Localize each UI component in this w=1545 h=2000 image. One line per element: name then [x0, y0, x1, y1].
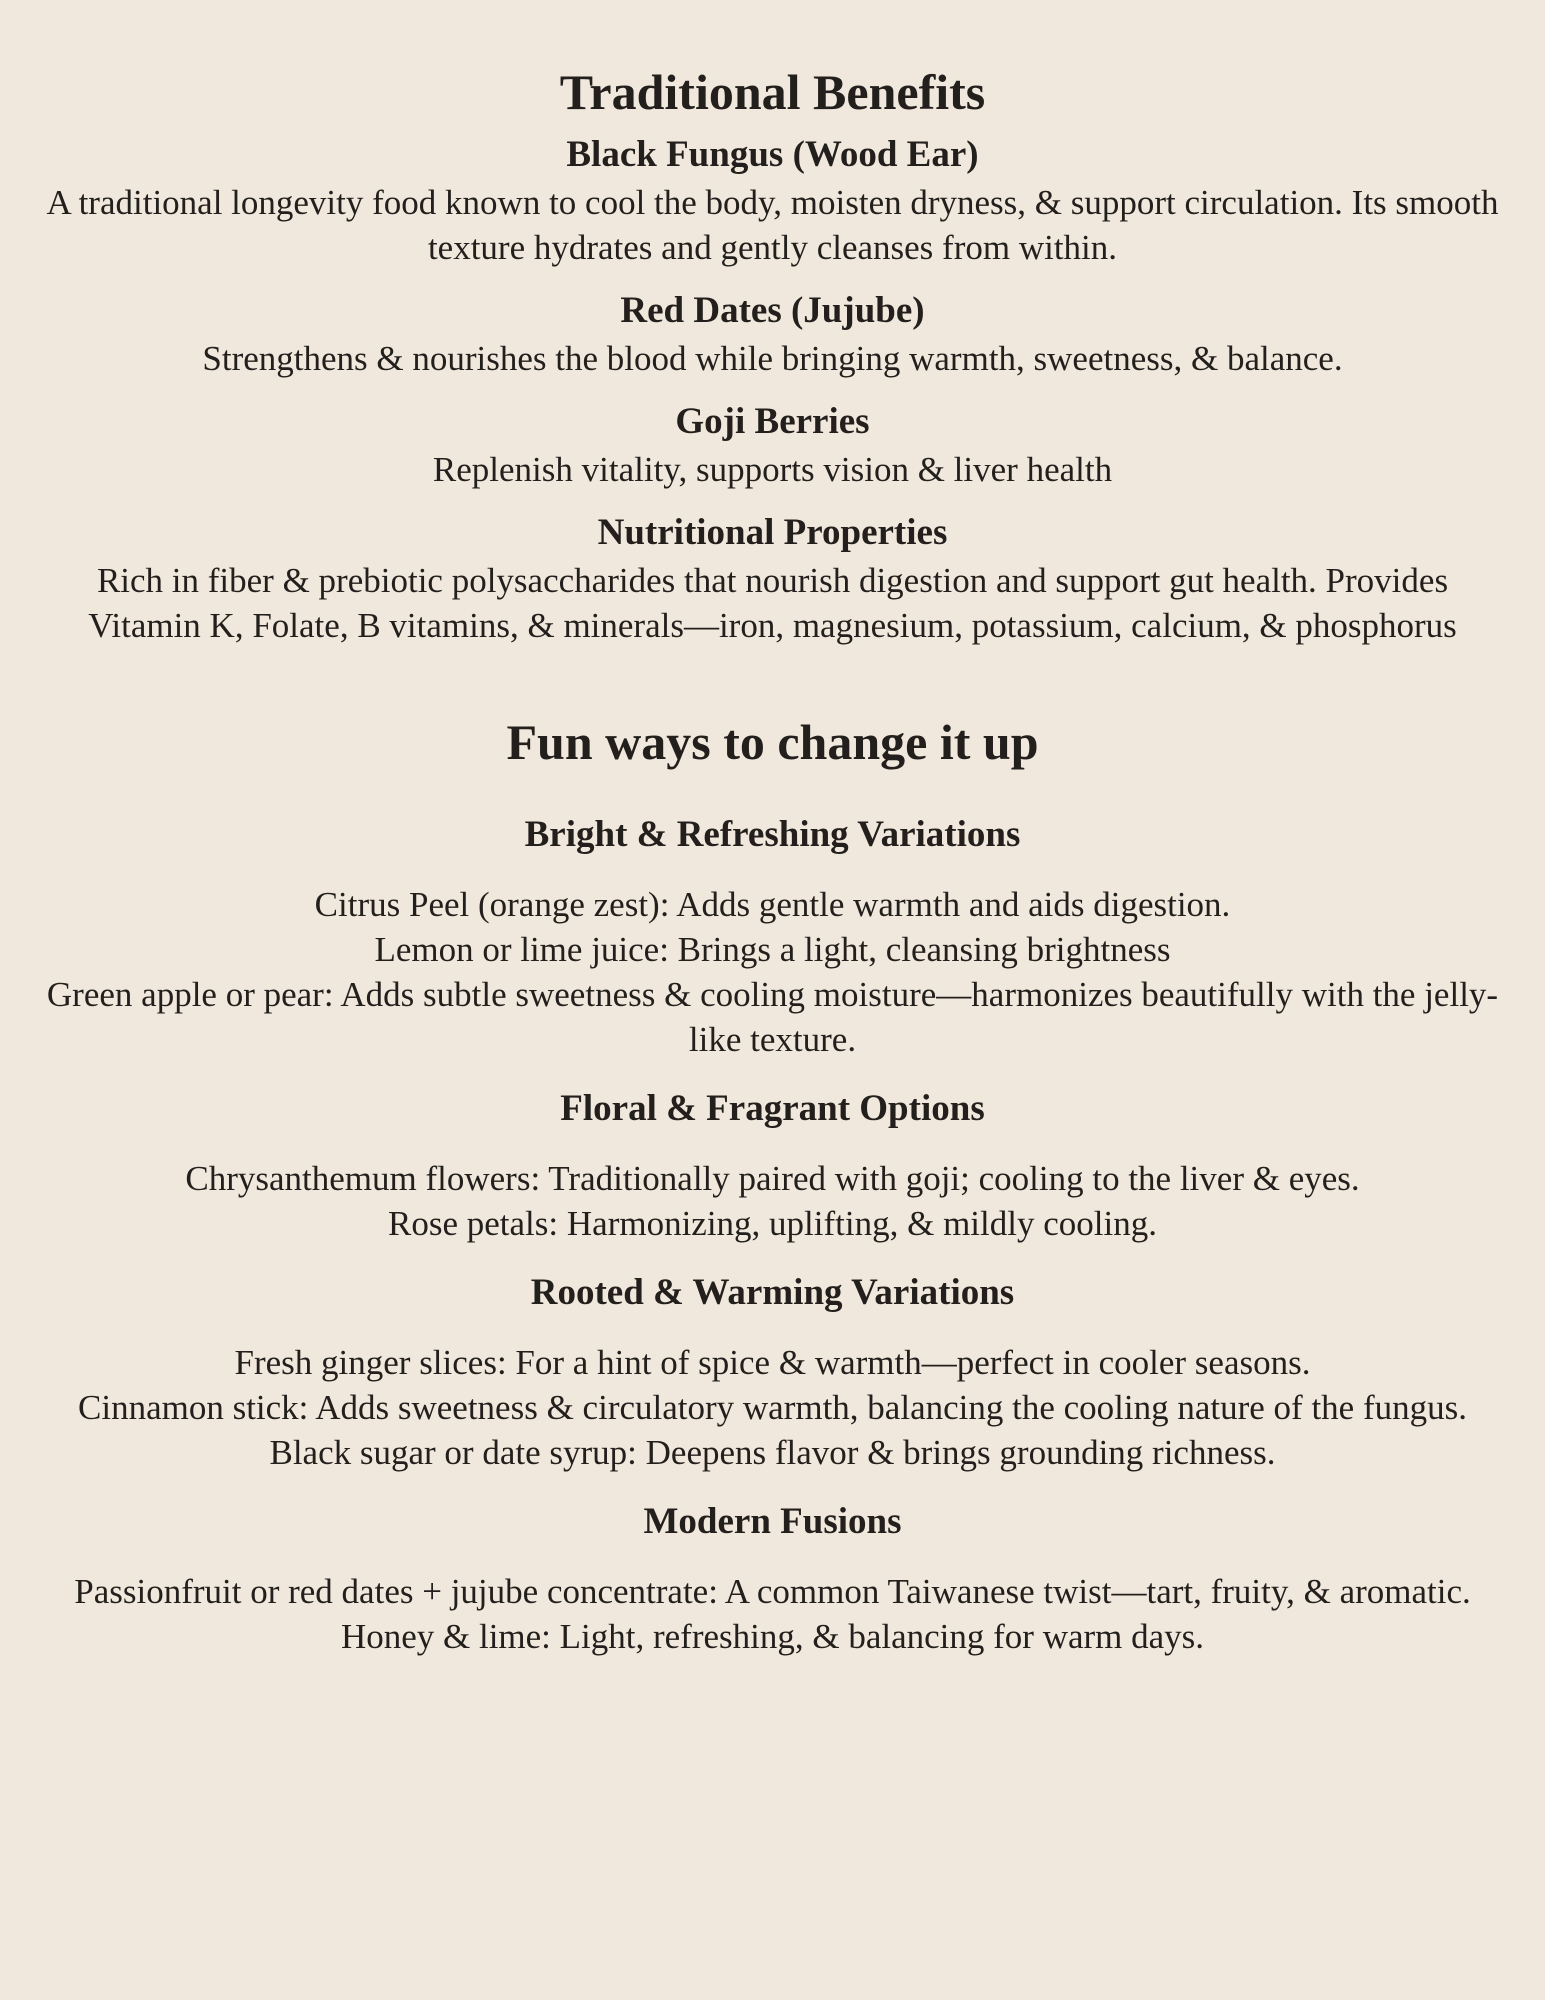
traditional-benefits-section [40, 56, 1505, 648]
variations-section [40, 706, 1505, 1659]
variation-heading-bright: Bright & Refreshing Variations [524, 814, 1021, 855]
variation-list-modern [40, 1569, 1505, 1659]
benefit-text-red-dates: Strengthens & nourishes the blood while bringing warmth, sweetness, & balance. [202, 339, 1343, 378]
list-item: Black sugar or date syrup: Deepens flavor & brings grounding richness. [269, 1433, 1276, 1472]
benefit-text-nutrition: Rich in fiber & prebiotic polysaccharides that nourish digestion and support gut health. Provides Vitamin K, Folate, B vitamins, & minerals—iron, magnesium, potassium, calcium, & phosphorus [88, 561, 1457, 645]
benefit-heading-red-dates: Red Dates (Jujube) [620, 290, 925, 331]
benefit-heading-nutrition: Nutritional Properties [597, 512, 948, 553]
benefit-text-black-fungus: A traditional longevity food known to cool the body, moisten dryness, & support circulation. Its smooth texture hydrates and gently cleanses from within. [46, 183, 1499, 267]
list-item: Passionfruit or red dates + jujube concentrate: A common Taiwanese twist—tart, fruity, & aromatic. [74, 1572, 1471, 1611]
traditional-benefits-title: Traditional Benefits [559, 64, 986, 120]
variation-heading-modern: Modern Fusions [643, 1501, 902, 1542]
list-item: Fresh ginger slices: For a hint of spice & warmth—perfect in cooler seasons. [234, 1343, 1311, 1382]
variations-title: Fun ways to change it up [506, 714, 1039, 770]
list-item: Green apple or pear: Adds subtle sweetness & cooling moisture—harmonizes beautifully with the jelly-like texture. [46, 975, 1499, 1059]
list-item: Honey & lime: Light, refreshing, & balancing for warm days. [340, 1617, 1205, 1656]
variation-list-bright [40, 882, 1505, 1062]
list-item: Rose petals: Harmonizing, uplifting, & mildly cooling. [388, 1204, 1157, 1243]
benefit-heading-black-fungus: Black Fungus (Wood Ear) [566, 134, 979, 175]
list-item: Cinnamon stick: Adds sweetness & circulatory warmth, balancing the cooling nature of the fungus. [78, 1388, 1467, 1427]
benefit-heading-goji: Goji Berries [675, 401, 870, 442]
list-item: Citrus Peel (orange zest): Adds gentle warmth and aids digestion. [314, 885, 1231, 924]
variation-heading-floral: Floral & Fragrant Options [560, 1088, 985, 1129]
list-item: Chrysanthemum flowers: Traditionally paired with goji; cooling to the liver & eyes. [185, 1159, 1360, 1198]
benefit-text-goji: Replenish vitality, supports vision & liver health [432, 450, 1113, 489]
variation-list-rooted [40, 1340, 1505, 1475]
variation-list-floral [40, 1156, 1505, 1246]
list-item: Lemon or lime juice: Brings a light, cleansing brightness [374, 930, 1171, 969]
variation-heading-rooted: Rooted & Warming Variations [530, 1272, 1015, 1313]
